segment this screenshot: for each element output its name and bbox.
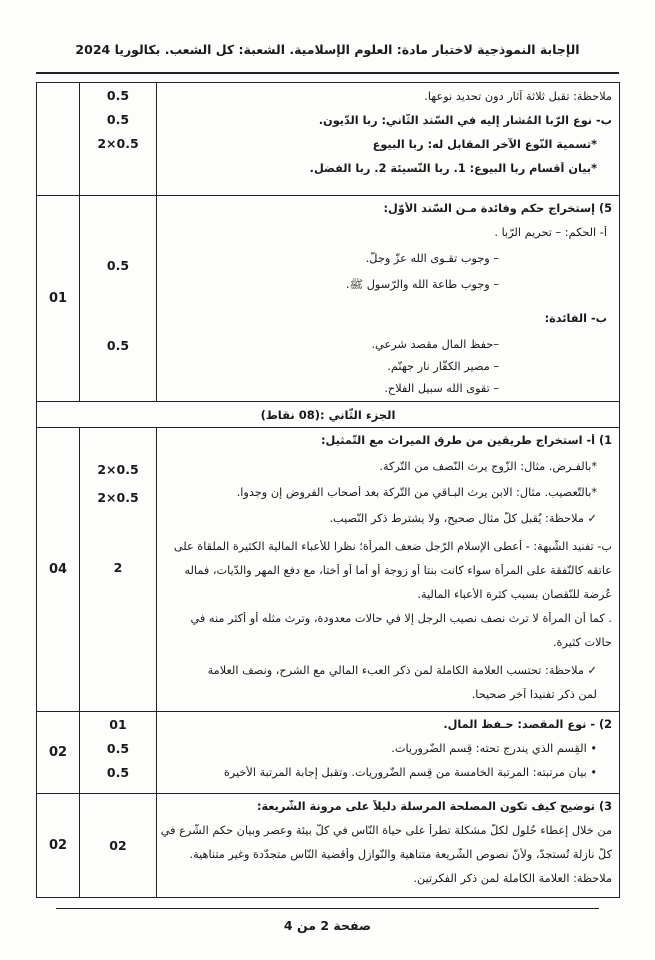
answer-line: ملاحظة: تقبل ثلاثة آثار دون تحديد نوعها. <box>424 90 612 103</box>
answer-table <box>36 82 620 898</box>
answer-line: عاتقه كالنّفقة على المرأة سواء كانت بنتا أو زوجة أو أما أو أختا، مع دفع المهر والدّيات، فماله <box>184 564 612 577</box>
score-value: 2×0.5 <box>97 462 139 477</box>
answer-line: *بالتّعصيب. مثال: الابن يرث البـاقي من التّركة بعد أصحاب الفروض إن وجدوا. <box>236 486 597 499</box>
answer-line: عُرضة للنّقصان بسبب كثرة الأعباء المالية. <box>417 588 612 601</box>
answer-line: ب- الفائدة: <box>544 312 607 325</box>
total-cell: 02 <box>37 794 80 898</box>
score-value: 0.5 <box>106 338 130 353</box>
answer-cell <box>157 428 620 712</box>
score-value: 0.5 <box>106 765 130 780</box>
answer-line: ب- تفنيد الشّبهة: - أعطى الإسلام الرّجل ضعف المرأة؛ نظرا للأعباء المالية الكثيرة الملقاة على <box>173 540 612 553</box>
score-value: 0.5 <box>106 88 130 103</box>
answer-line: –حفظ المال مقصد شرعي. <box>371 338 499 351</box>
answer-cell <box>157 83 620 196</box>
answer-line: – وجوب طاعة الله والرّسول ﷺ. <box>345 278 499 291</box>
score-value: 2×0.5 <box>97 490 139 505</box>
answer-line: • القِسم الذي يندرج تحته: قِسم الضّروريات. <box>391 742 597 755</box>
answer-line: . كما أن المرأة لا ترث نصف نصيب الرجل إلا في حالات معدودة، وترث مثله أو أكثر منه في <box>190 612 612 625</box>
page-header: الإجابة النموذجية لاختبار مادة: العلوم الإسلامية. الشعبة: كل الشعب. بكالوريا 2024 <box>75 42 580 57</box>
score-cell <box>80 794 157 898</box>
answer-line: 2) - نوع المقصد: حـفظ المال. <box>443 718 612 731</box>
answer-line: ✓ ملاحظة: يُقبل كلّ مثال صحيح، ولا يشترط ذكر النّصيب. <box>329 512 597 525</box>
score-cell <box>80 428 157 712</box>
answer-cell <box>157 794 620 898</box>
answer-line: *تسمية النّوع الآخر المقابل له: ربا البيوع <box>372 138 597 151</box>
table-row <box>37 196 620 402</box>
page-number: صفحة 2 من 4 <box>283 918 372 933</box>
answer-line: 3) توضيح كيف تكون المصلحة المرسلة دليلاً على مرونة الشّريعة: <box>256 800 612 813</box>
header-divider <box>36 72 619 74</box>
total-cell: 01 <box>37 196 80 402</box>
answer-cell <box>157 712 620 794</box>
answer-line: – تقوى الله سبيل الفلاح. <box>384 382 499 395</box>
section-title: الجزء الثّاني :(08 نقاط) <box>37 402 620 428</box>
score-value: 2 <box>113 560 123 575</box>
score-value: 2×0.5 <box>97 136 139 151</box>
section-row <box>37 402 620 428</box>
total-cell: 04 <box>37 428 80 712</box>
answer-line: كلّ نازلة تُستجدّ، ولأنّ نصوص الشّريعة متناهية والنّوازل وأقضية النّاس متجدّدة وغير متناهية. <box>189 848 612 861</box>
answer-line: من خلال إعطاء حُلول لكلّ مشكلة تطرأ على حياة النّاس في كلّ بيئة وعصر وبيان حكم الشّرع في <box>160 824 612 837</box>
total-cell: 02 <box>37 712 80 794</box>
table-row <box>37 794 620 898</box>
answer-line: ✓ ملاحظة: تحتسب العلامة الكاملة لمن ذكر العبء المالي مع الشرح، ونصف العلامة <box>207 664 597 677</box>
answer-line: – مصير الكفّار نار جهنّم. <box>387 360 499 373</box>
answer-line: حالات كثيرة. <box>552 636 612 649</box>
score-value: 0.5 <box>106 741 130 756</box>
answer-cell <box>157 196 620 402</box>
answer-line: 1) أ- استخراج طريقين من طرق الميراث مع التّمثيل: <box>321 434 612 447</box>
footer-divider <box>56 908 599 909</box>
answer-line: • بيان مرتبته: المرتبة الخامسة من قِسم الضّروريات. وتقبل إجابة المرتبة الأخيرة <box>223 766 597 779</box>
table-row <box>37 428 620 712</box>
answer-line: *بيان أقسام ربا البيوع: 1. ربا النّسيئة 2. ربا الفضل. <box>309 162 597 175</box>
answer-line: 5) إستخراج حكم وفائدة مـن السّند الأوّل: <box>383 202 612 215</box>
score-cell <box>80 196 157 402</box>
score-cell <box>80 83 157 196</box>
score-value: 0.5 <box>106 112 130 127</box>
score-cell <box>80 712 157 794</box>
answer-line: أ- الحكم: – تحريم الرّبا . <box>494 226 607 239</box>
answer-line: لمن ذكر تفنيدا آخر صحيحا. <box>471 688 597 701</box>
table-row <box>37 83 620 196</box>
score-value: 0.5 <box>106 258 130 273</box>
score-value: 02 <box>109 838 127 853</box>
score-value: 01 <box>109 717 127 732</box>
answer-line: ب- نوع الرّبا المُشار إليه في السّند الثّاني: ربا الدّيون. <box>318 114 612 127</box>
table-row <box>37 712 620 794</box>
answer-line: ملاحظة: العلامة الكاملة لمن ذكر الفكرتين. <box>413 872 612 885</box>
answer-line: *بالفـرض. مثال: الزّوج يرث النّصف من التّركة. <box>379 460 597 473</box>
total-cell <box>37 83 80 196</box>
answer-line: – وجوب تقـوى الله عزّ وجلّ. <box>365 252 499 265</box>
